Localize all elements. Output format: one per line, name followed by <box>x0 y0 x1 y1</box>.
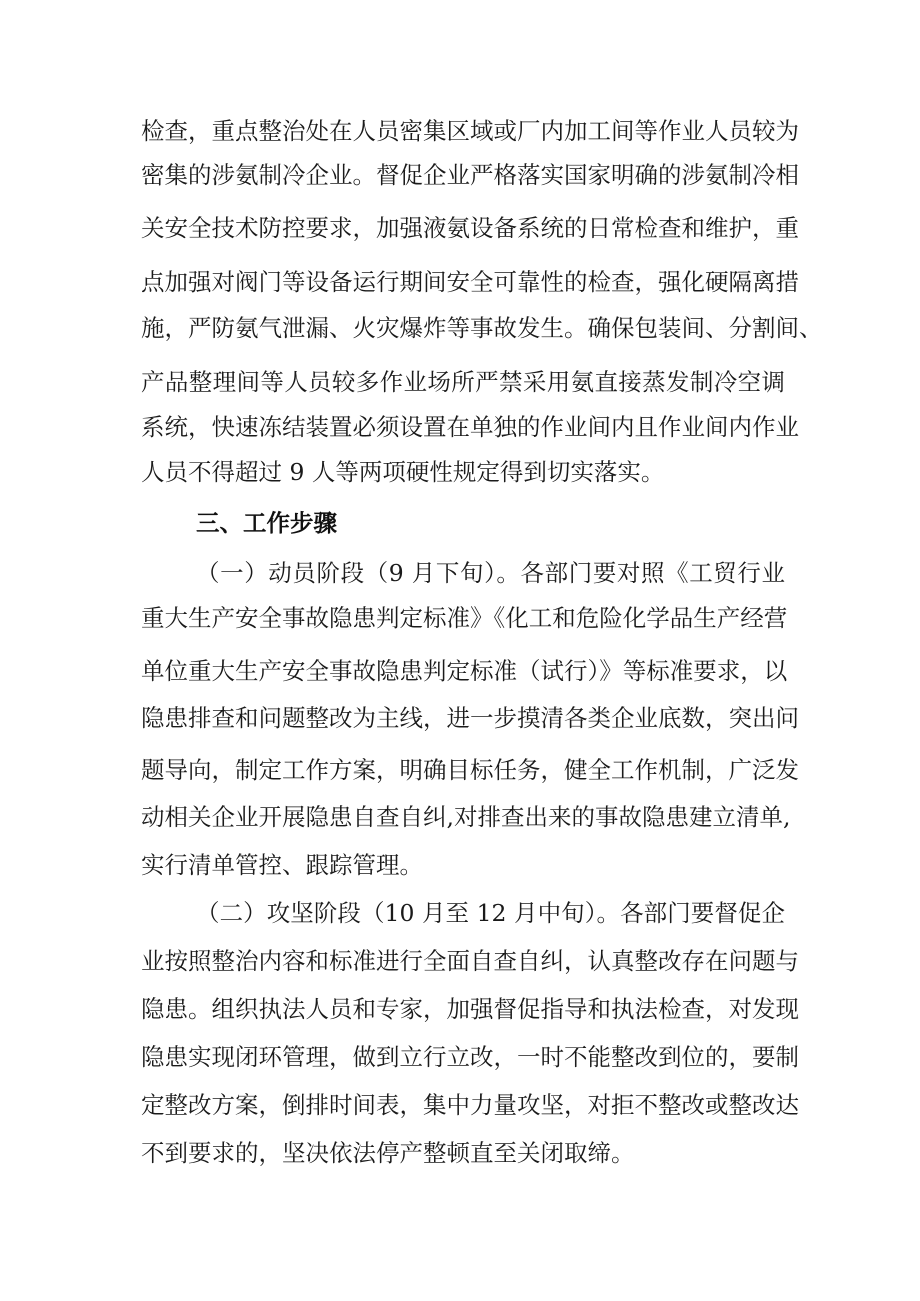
text-line: 检查，重点整治处在人员密集区域或厂内加工间等作业人员较为 <box>141 117 799 145</box>
text-line: 系统，快速冻结装置必须设置在单独的作业间内且作业间内作业 <box>141 413 799 441</box>
text-line: 产品整理间等人员较多作业场所严禁采用氨直接蒸发制冷空调 <box>141 368 785 396</box>
text-line: 隐患实现闭环管理，做到立行立改，一时不能整改到位的，要制 <box>141 1043 799 1071</box>
text-line: 点加强对阀门等设备运行期间安全可靠性的检查，强化硬隔离措 <box>141 268 799 296</box>
text-line: 密集的涉氨制冷企业。督促企业严格落实国家明确的涉氨制冷相 <box>141 161 799 189</box>
text-line: 动相关企业开展隐患自查自纠,对排查出来的事故隐患建立清单, <box>141 803 791 831</box>
text-line: 关安全技术防控要求，加强液氨设备系统的日常检查和维护，重 <box>141 214 799 242</box>
text-line: 业按照整治内容和标准进行全面自查自纠，认真整改存在问题与 <box>141 947 799 975</box>
text-line: （一）动员阶段（9 月下旬）。各部门要对照《工贸行业 <box>196 559 785 587</box>
text-line: （二）攻坚阶段（10 月至 12 月中旬）。各部门要督促企 <box>196 899 785 927</box>
text-line: 人员不得超过 9 人等两项硬性规定得到切实落实。 <box>141 458 665 486</box>
section-heading: 三、工作步骤 <box>196 509 337 537</box>
text-line: 题导向，制定工作方案，明确目标任务，健全工作机制，广泛发 <box>141 756 799 784</box>
text-line: 重大生产安全事故隐患判定标准》《化工和危险化学品生产经营 <box>141 604 788 632</box>
text-line: 施，严防氨气泄漏、火灾爆炸等事故发生。确保包装间、分割间、 <box>141 314 823 342</box>
text-line: 定整改方案，倒排时间表，集中力量攻坚，对拒不整改或整改达 <box>141 1091 799 1119</box>
text-line: 单位重大生产安全事故隐患判定标准（试行）》等标准要求，以 <box>141 657 788 685</box>
text-line: 隐患。组织执法人员和专家，加强督促指导和执法检查，对发现 <box>141 995 799 1023</box>
text-line: 不到要求的，坚决依法停产整顿直至关闭取缔。 <box>141 1139 635 1167</box>
text-line: 隐患排查和问题整改为主线，进一步摸清各类企业底数，突出问 <box>141 704 799 732</box>
text-line: 实行清单管控、跟踪管理。 <box>141 851 423 879</box>
